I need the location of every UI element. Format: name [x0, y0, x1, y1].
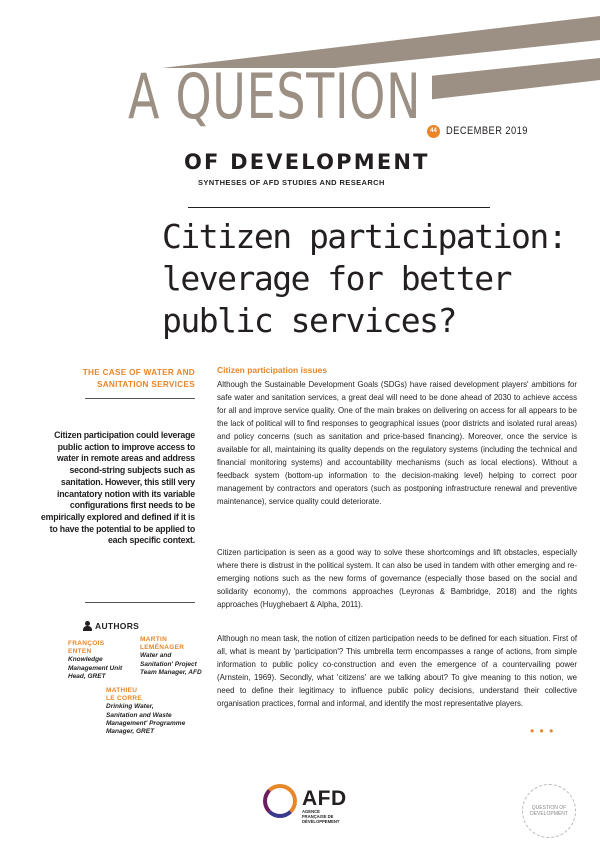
author-role: Drinking Water, Sanitation and Waste Management' Programme Manager, GRET: [106, 703, 186, 736]
series-line: SYNTHESES OF AFD STUDIES AND RESEARCH: [198, 178, 385, 187]
section-heading: Citizen participation issues: [217, 365, 328, 375]
series-stamp-icon: QUESTION OF DEVELOPMENT: [522, 784, 576, 838]
sidebar-divider: [85, 398, 195, 399]
header-divider: [188, 207, 490, 208]
author-role: Knowledge Management Unit Head, GRET: [68, 656, 123, 680]
afd-logo-text: AFD: [302, 787, 347, 810]
afd-logo-subtitle: AGENCE FRANÇAISE DE DÉVELOPPEMENT: [302, 809, 340, 824]
author-last-name: LE CORRE: [106, 695, 142, 703]
summary-text: Citizen participation could leverage public action to improve access to water in remote areas and address second-string subjects such as sanitation. However, this still very incantatory notion with its variable configurations first needs to be empirically explored and defined if it is to have the potential to be applied to each specific context.: [40, 430, 195, 546]
author-role: Water and Sanitation' Project Team Manager, AFD: [140, 652, 202, 676]
author-last-name: ENTEN: [68, 648, 92, 656]
author-first-name: MATHIEU: [106, 687, 138, 694]
issue-number-badge: 44: [427, 125, 440, 138]
author-card: [140, 636, 202, 677]
case-title: THE CASE OF WATER AND SANITATION SERVICES: [82, 368, 195, 389]
person-icon: [83, 621, 92, 631]
masthead-subtitle: OF DEVELOPMENT: [184, 150, 430, 174]
masthead-title: A QUESTION: [128, 60, 422, 133]
afd-logo-icon: [263, 784, 297, 818]
author-card: [68, 640, 130, 681]
author-first-name: FRANÇOIS: [68, 640, 105, 647]
body-paragraph: Although no mean task, the notion of citizen participation needs to be defined for each situation. First of all, what is meant by 'participation'? This umbrella term encompasses a range of actions, from simple information to public policy co-construction and even the emergence of a countervailing power (Arnstein, 1969). Secondly, what 'citizens' are we talking about? To give meaning to this notion, we need to define their legitimacy to influence public policy decisions, understand their collective organisation practices, formal and informal, and identify the most representative players.: [217, 634, 577, 708]
issue-date: DECEMBER 2019: [446, 125, 528, 137]
author-card: [106, 687, 186, 736]
authors-heading-label: AUTHORS: [95, 621, 140, 631]
body-paragraph: Although the Sustainable Development Goals (SDGs) have raised development players' ambitions for safe water and sanitation services, a great deal will need to be done ahead of 2030 to achieve access for all and improve service quality. One of the main brakes on delivering on access for all appears to be the lack of political will to find responses to geographical issues (poor districts and isolated rural areas) and policy concerns (such as sanitation and price-based financing). Moreover, once the service is available for all, maintaining its quality depends on the regulatory systems (including the technical and financial monitoring systems) and accountability mechanisms (such as local elections). Without a feedback system (bottom-up information to the decision-making level) helping to correct poor management by contractors and operators (such as postponing infrastructure renewal and preventive maintenance), service quality could deteriorate.: [217, 380, 577, 506]
body-paragraph: Citizen participation is seen as a good way to solve these shortcomings and lift obstacles, especially where there is distrust in the political system. It can also be used in tandem with other emerging and re-emerging notions such as the new forms of governance (especially those based on the social and solidarity economy), the commons approaches (Leyronas & Bambridge, 2018) and the rights approaches (Huyghebaert & Alpha, 2011).: [217, 548, 577, 609]
sidebar-divider: [85, 602, 195, 603]
continuation-dots: • • •: [530, 724, 555, 738]
author-last-name: LEMÉNAGER: [140, 644, 185, 652]
author-first-name: MARTIN: [140, 636, 168, 643]
authors-heading: [83, 621, 139, 631]
article-title: Citizen participation: leverage for better public services?: [162, 217, 567, 340]
